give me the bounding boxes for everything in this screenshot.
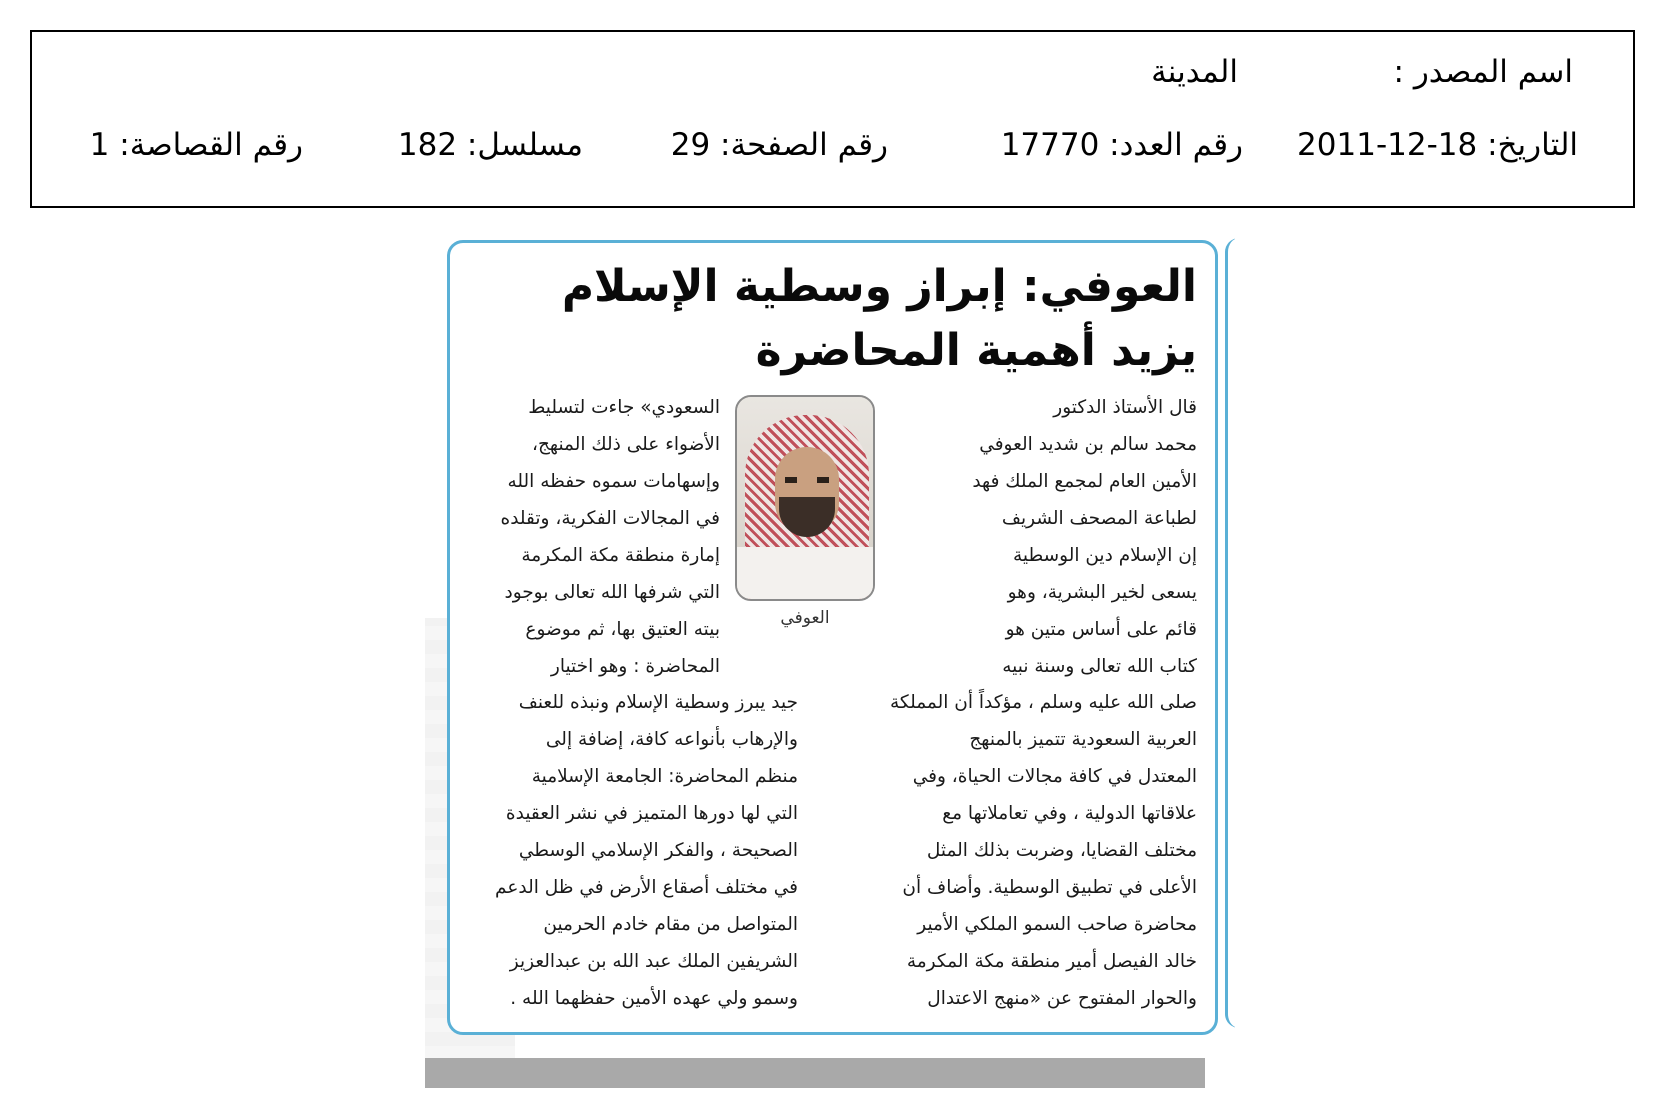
text-line: في مختلف أصقاع الأرض في ظل الدعم	[495, 877, 798, 898]
text-line: يسعى لخير البشرية، وهو	[1007, 582, 1197, 603]
text-line: منظم المحاضرة: الجامعة الإسلامية	[531, 766, 798, 787]
text-line: محاضرة صاحب السمو الملكي الأمير	[917, 914, 1197, 935]
adjacent-article-border	[1225, 238, 1235, 1028]
text-line: التي شرفها الله تعالى بوجود	[504, 582, 720, 603]
source-label: اسم المصدر :	[1393, 54, 1573, 90]
text-line: المتواصل من مقام خادم الحرمين	[543, 914, 798, 935]
text-line: قائم على أساس متين هو	[1005, 619, 1197, 640]
serial-number: مسلسل: 182	[397, 127, 583, 163]
clip-number: رقم القصاصة: 1	[89, 127, 303, 163]
body-column-right	[947, 389, 1197, 685]
headline-line-2: يزيد أهمية المحاضرة	[755, 325, 1197, 376]
page-number: رقم الصفحة: 29	[670, 127, 888, 163]
text-line: وإسهامات سموه حفظه الله	[507, 471, 720, 492]
text-line: محمد سالم بن شديد العوفي	[979, 434, 1197, 455]
text-line: كتاب الله تعالى وسنة نبيه	[1002, 656, 1197, 677]
text-line: الصحيحة ، والفكر الإسلامي الوسطي	[518, 840, 798, 861]
text-line: السعودي» جاءت لتسليط	[528, 397, 720, 418]
text-line: مختلف القضايا، وضربت بذلك المثل	[926, 840, 1197, 861]
text-line: العربية السعودية تتميز بالمنهج	[969, 729, 1197, 750]
text-line: لطباعة المصحف الشريف	[1001, 508, 1197, 529]
headline-line-1: العوفي: إبراز وسطية الإسلام	[561, 261, 1197, 312]
article-frame	[447, 240, 1218, 1035]
newspaper-clipping	[425, 238, 1235, 1098]
body-column-left-lower	[470, 684, 798, 1017]
photo-caption: العوفي	[780, 608, 830, 628]
text-line: خالد الفيصل أمير منطقة مكة المكرمة	[906, 951, 1197, 972]
text-line: الأعلى في تطبيق الوسطية. وأضاف أن	[902, 877, 1197, 898]
body-column-left	[470, 389, 720, 685]
text-line: جيد يبرز وسطية الإسلام ونبذه للعنف	[518, 692, 798, 713]
text-line: علاقاتها الدولية ، وفي تعاملاتها مع	[942, 803, 1197, 824]
text-line: وسمو ولي عهده الأمين حفظهما الله .	[510, 988, 798, 1009]
text-line: إمارة منطقة مكة المكرمة	[521, 545, 720, 566]
text-line: الشريفين الملك عبد الله بن عبدالعزيز	[509, 951, 798, 972]
text-line: إن الإسلام دين الوسطية	[1012, 545, 1197, 566]
text-line: في المجالات الفكرية، وتقلده	[500, 508, 720, 529]
author-photo	[735, 395, 875, 601]
text-line: المعتدل في كافة مجالات الحياة، وفي	[912, 766, 1197, 787]
body-column-right-lower	[867, 684, 1197, 1017]
metadata-header	[30, 30, 1635, 208]
text-line: قال الأستاذ الدكتور	[1053, 397, 1197, 418]
text-line: والإرهاب بأنواعه كافة، إضافة إلى	[545, 729, 798, 750]
bottom-gray-bar	[425, 1058, 1205, 1088]
date-field: التاريخ: 18-12-2011	[1297, 127, 1578, 163]
issue-number: رقم العدد: 17770	[1000, 127, 1243, 163]
source-value: المدينة	[1151, 54, 1238, 90]
text-line: الأضواء على ذلك المنهج،	[532, 434, 720, 455]
text-line: والحوار المفتوح عن «منهج الاعتدال	[927, 988, 1197, 1009]
text-line: الأمين العام لمجمع الملك فهد	[972, 471, 1197, 492]
text-line: بيته العتيق بها، ثم موضوع	[525, 619, 720, 640]
text-line: التي لها دورها المتميز في نشر العقيدة	[505, 803, 798, 824]
text-line: صلى الله عليه وسلم ، مؤكداً أن المملكة	[889, 692, 1197, 713]
text-line: المحاضرة : وهو اختيار	[550, 656, 720, 677]
